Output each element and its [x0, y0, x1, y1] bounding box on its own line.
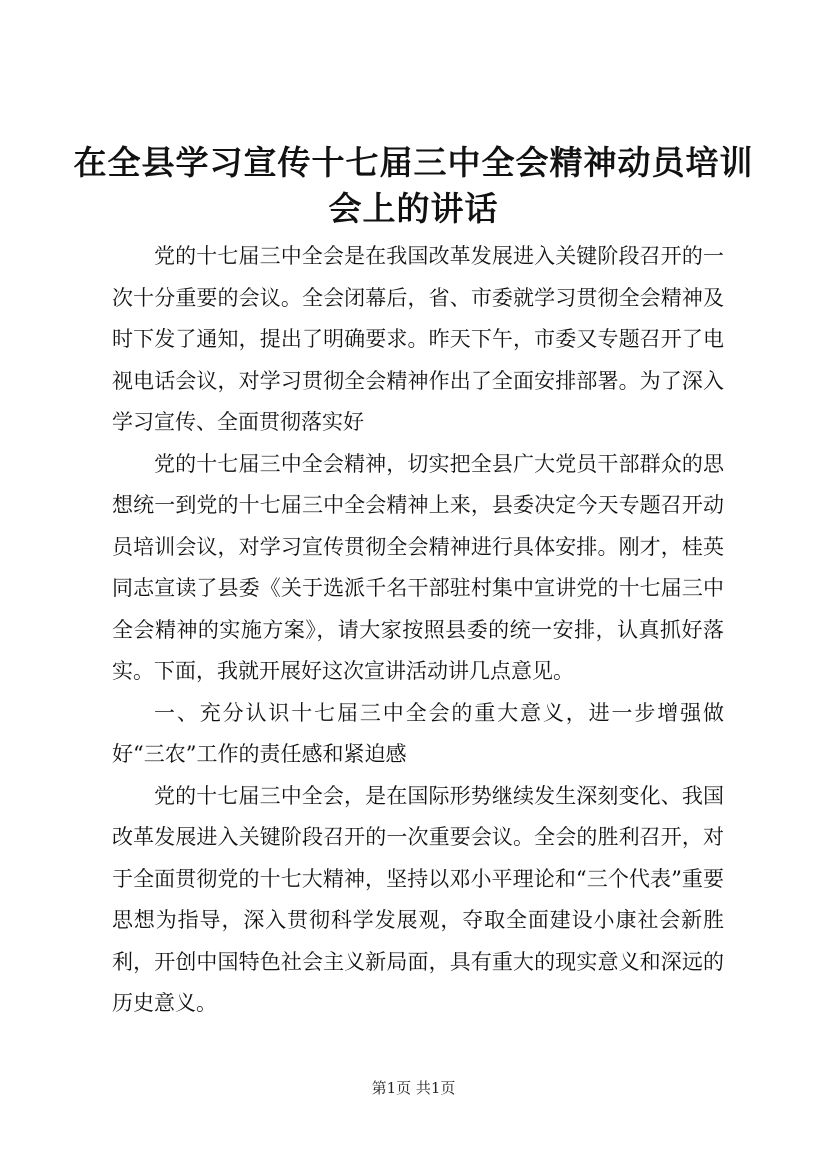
section-heading-1: 一、充分认识十七届三中全会的重大意义，进一步增强做好“三农”工作的责任感和紧迫感 [112, 700, 724, 766]
page-footer [0, 1078, 827, 1098]
document-body [112, 236, 724, 1025]
paragraph-1: 党的十七届三中全会是在我国改革发展进入关键阶段召开的一次十分重要的会议。全会闭幕后，省、市委就学习贯彻全会精神及时下发了通知，提出了明确要求。昨天下午，市委又专题召开了电视电话会议，对学习贯彻全会精神作出了全面安排部署。为了深入学习宣传、全面贯彻落实好 [112, 244, 724, 434]
title-line-2: 会上的讲话 [328, 189, 499, 228]
document-title [60, 140, 767, 232]
title-line-1: 在全县学习宣传十七届三中全会精神动员培训 [73, 143, 754, 182]
paragraph-2: 党的十七届三中全会精神，切实把全县广大党员干部群众的思想统一到党的十七届三中全会精神上来，县委决定今天专题召开动员培训会议，对学习宣传贯彻全会精神进行具体安排。刚才，桂英同志宣读了县委《关于选派千名干部驻村集中宣讲党的十七届三中全会精神的实施方案》，请大家按照县委的统一安排，认真抓好落实。下面，我就开展好这次宣讲活动讲几点意见。 [112, 451, 724, 683]
paragraph-3: 党的十七届三中全会，是在国际形势继续发生深刻变化、我国改革发展进入关键阶段召开的一次重要会议。全会的胜利召开，对于全面贯彻党的十七大精神，坚持以邓小平理论和“三个代表”重要思想为指导，深入贯彻科学发展观，夺取全面建设小康社会新胜利，开创中国特色社会主义新局面，具有重大的现实意义和深远的历史意义。 [112, 783, 724, 1015]
page-number: 第1页 共1页 [371, 1079, 456, 1097]
